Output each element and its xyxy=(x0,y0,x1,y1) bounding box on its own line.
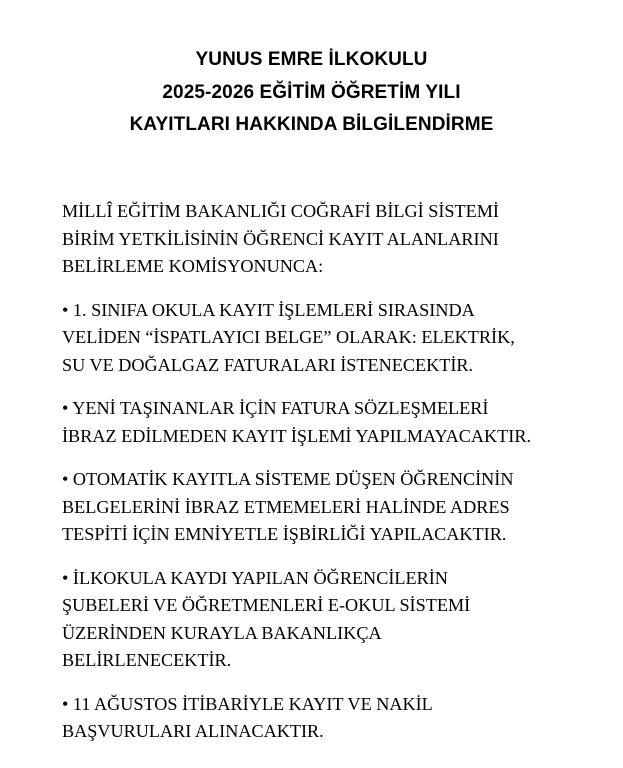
bullet-line: ÜZERİNDEN KURAYLA BAKANLIKÇA xyxy=(62,622,382,643)
announcement-body xyxy=(62,198,602,762)
school-name: YUNUS EMRE İLKOKULU xyxy=(195,49,428,70)
bullet-line: • YENİ TAŞINANLAR İÇİN FATURA SÖZLEŞMELERİ xyxy=(62,398,489,418)
bullet-line: BELGELERİNİ İBRAZ ETMEMELERİ HALİNDE ADRES xyxy=(62,496,510,517)
intro-line: MİLLÎ EĞİTİM BAKANLIĞI COĞRAFİ BİLGİ SİSTEMİ xyxy=(62,201,499,221)
bullet-line: İBRAZ EDİLMEDEN KAYIT İŞLEMİ YAPILMAYACAKTIR. xyxy=(62,425,531,446)
bullet-line: BELİRLENECEKTİR. xyxy=(62,650,232,670)
bullet-line: VELİDEN “İSPATLAYICI BELGE” OLARAK: ELEKTRİK, xyxy=(62,327,515,347)
bullet-line: ŞUBELERİ VE ÖĞRETMENLERİ E-OKUL SİSTEMİ xyxy=(62,595,471,615)
intro-line: BELİRLEME KOMİSYONUNCA: xyxy=(62,256,324,276)
bullet-item-invoice-requirement xyxy=(62,297,602,380)
intro-line: BİRİM YETKİLİSİNİN ÖĞRENCİ KAYIT ALANLARINI xyxy=(62,228,499,249)
bullet-item-automatic-registration xyxy=(62,466,602,549)
bullet-line: BAŞVURULARI ALINACAKTIR. xyxy=(62,721,324,741)
announcement-title: KAYITLARI HAKKINDA BİLGİLENDİRME xyxy=(129,114,494,135)
bullet-line: • İLKOKULA KAYDI YAPILAN ÖĞRENCİLERİN xyxy=(62,567,448,588)
bullet-item-class-assignment xyxy=(62,565,602,675)
bullet-line: • OTOMATİK KAYITLA SİSTEME DÜŞEN ÖĞRENCİNİN xyxy=(62,469,514,489)
bullet-item-new-residents xyxy=(62,395,602,450)
intro-paragraph xyxy=(62,198,602,281)
bullet-line: SU VE DOĞALGAZ FATURALARI İSTENECEKTİR. xyxy=(62,354,474,375)
announcement-header xyxy=(0,44,623,142)
bullet-line: • 1. SINIFA OKULA KAYIT İŞLEMLERİ SIRASINDA xyxy=(62,299,475,320)
bullet-item-application-date xyxy=(62,691,602,746)
bullet-line: TESPİTİ İÇİN EMNİYETLE İŞBİRLİĞİ YAPILACAKTIR. xyxy=(62,524,507,544)
academic-year: 2025-2026 EĞİTİM ÖĞRETİM YILI xyxy=(162,81,461,103)
bullet-line: • 11 AĞUSTOS İTİBARİYLE KAYIT VE NAKİL xyxy=(62,693,433,714)
